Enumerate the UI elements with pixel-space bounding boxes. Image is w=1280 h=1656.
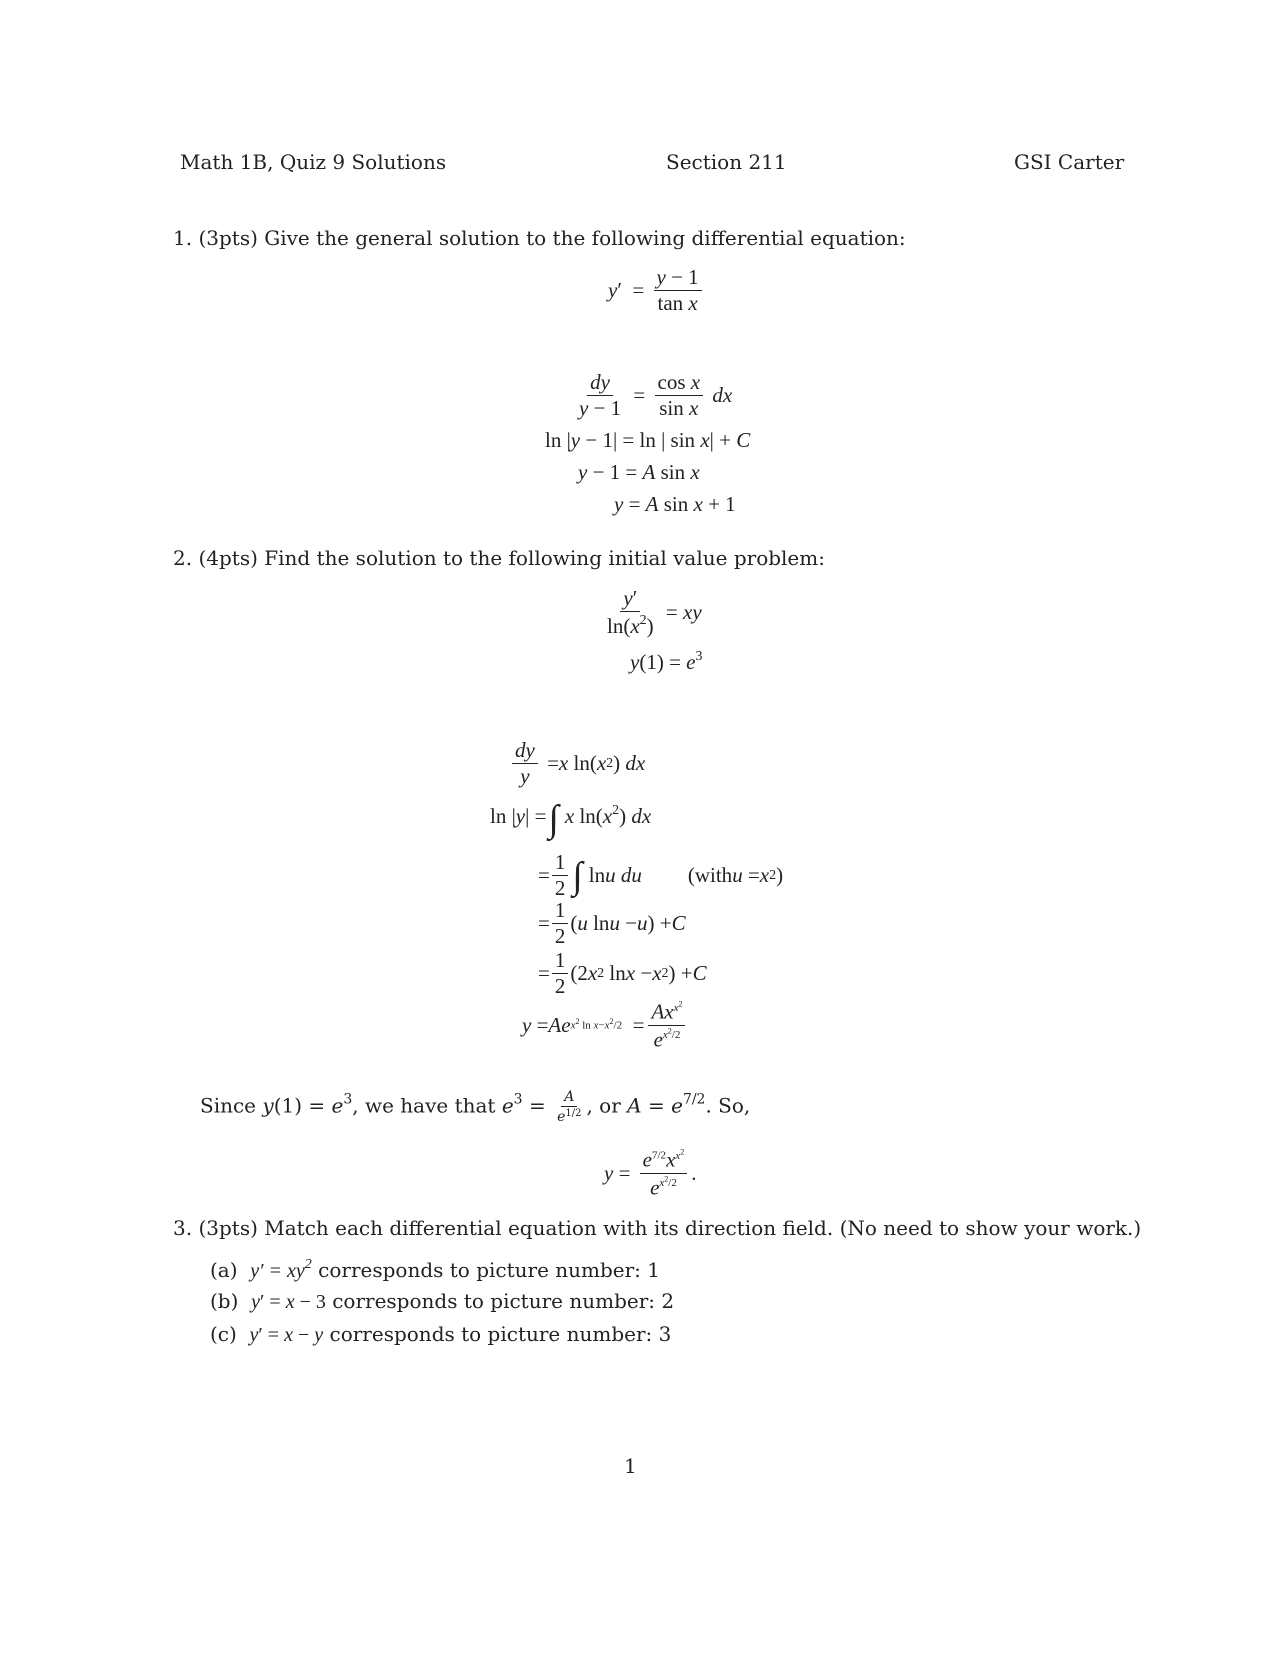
problem-2-number: 2. <box>173 546 193 570</box>
problem-1-prompt: Give the general solution to the following differential equation: <box>264 226 906 250</box>
integral-sign: ∫ <box>548 798 559 840</box>
course-title: Math 1B, Quiz 9 Solutions <box>180 150 447 174</box>
match-item-a-label: (a) <box>210 1258 238 1282</box>
p2-step-2: ln |y| =∫ x $\ln(x^2)$ dx <box>490 798 652 840</box>
problem-3-prompt: Match each differential equation with its direction field. (No need to show your work.) <box>264 1216 1142 1240</box>
match-item-c-answer: 3 <box>658 1322 672 1346</box>
p2-step-4: = $\frac{1}{2}$ ( u ln u − u ) + C <box>538 898 686 948</box>
problem-2-since-text: Since $y(1) = e^3$, we have that $e^3$ = $\frac{A}{e^{1/2}}$ , or $A = e^{7/2}$. So, <box>200 1089 751 1125</box>
problem-1-equation: y ′ = $\frac{y - 1}{\text{tan x}}$ <box>608 267 706 314</box>
gsi-name: GSI Carter <box>1014 150 1125 174</box>
p2-step-6: y = Ae $x^2$ $\ln x-x^2/2$ = $\frac{Ax^{x^2}}{e^{x^2/2}}$ <box>522 1000 689 1050</box>
match-item-b-label: (b) <box>210 1289 239 1313</box>
match-item-b-answer: 2 <box>661 1289 675 1313</box>
p1-step-3: y − 1 = A sin x <box>578 460 700 484</box>
problem-2-initial-condition: $y(1) = e^3$ <box>630 649 703 674</box>
section-label: Section 211 <box>666 150 787 174</box>
p1-step-2: ln |y − 1| = ln | sin x| + C <box>545 428 751 452</box>
problem-2-prompt: Find the solution to the following initial value problem: <box>264 546 825 570</box>
match-item-a-answer: 1 <box>647 1258 661 1282</box>
match-item-b: (b) y′ = x − 3 corresponds to picture number: 2 <box>210 1289 675 1313</box>
p1-step-4: y = A sin x + 1 <box>614 492 736 516</box>
problem-2-points: (4pts) <box>198 546 258 570</box>
p2-step-1: $\frac{dy}{y}$ = x ln( x 2 ) dx <box>508 740 645 787</box>
match-item-c-label: (c) <box>210 1322 237 1346</box>
match-item-c: (c) y′ = x − y corresponds to picture number: 3 <box>210 1322 672 1346</box>
integral-sign-2: ∫ <box>572 854 583 897</box>
problem-3-points: (3pts) <box>198 1216 258 1240</box>
problem-3-heading <box>173 1218 1141 1238</box>
problem-3-number: 3. <box>173 1216 193 1240</box>
match-item-a-text: corresponds to picture number: <box>318 1258 641 1282</box>
problem-2-heading <box>173 548 825 568</box>
problem-1-points: (3pts) <box>198 226 258 250</box>
match-item-b-text: corresponds to picture number: <box>332 1289 656 1313</box>
p2-step-5: = $\frac{1}{2}$ (2 x 2 ln x − x 2 ) + C <box>538 948 707 998</box>
problem-2-final-answer: y = $\frac{e^{7/2}x^{x^2}}{e^{x^2/2}}$ . <box>604 1147 697 1200</box>
problem-1-heading <box>173 228 906 248</box>
page-number: 1 <box>624 1454 637 1478</box>
problem-2-equation: $\frac{y'}{\ln(x^2)}$ = xy <box>607 586 702 638</box>
match-item-a: (a) $y' = xy^2$ corresponds to picture number: 1 <box>210 1257 661 1282</box>
problem-1-number: 1. <box>173 226 193 250</box>
p1-step-1: $\frac{dy}{y - 1}$ = $\frac{\text{cos x}}{\text{sin x}}$ dx <box>579 370 733 420</box>
p2-step-3: = $\frac{1}{2}$ ∫ ln u du (with u = x 2 ) <box>538 850 784 900</box>
match-item-c-text: corresponds to picture number: <box>329 1322 653 1346</box>
